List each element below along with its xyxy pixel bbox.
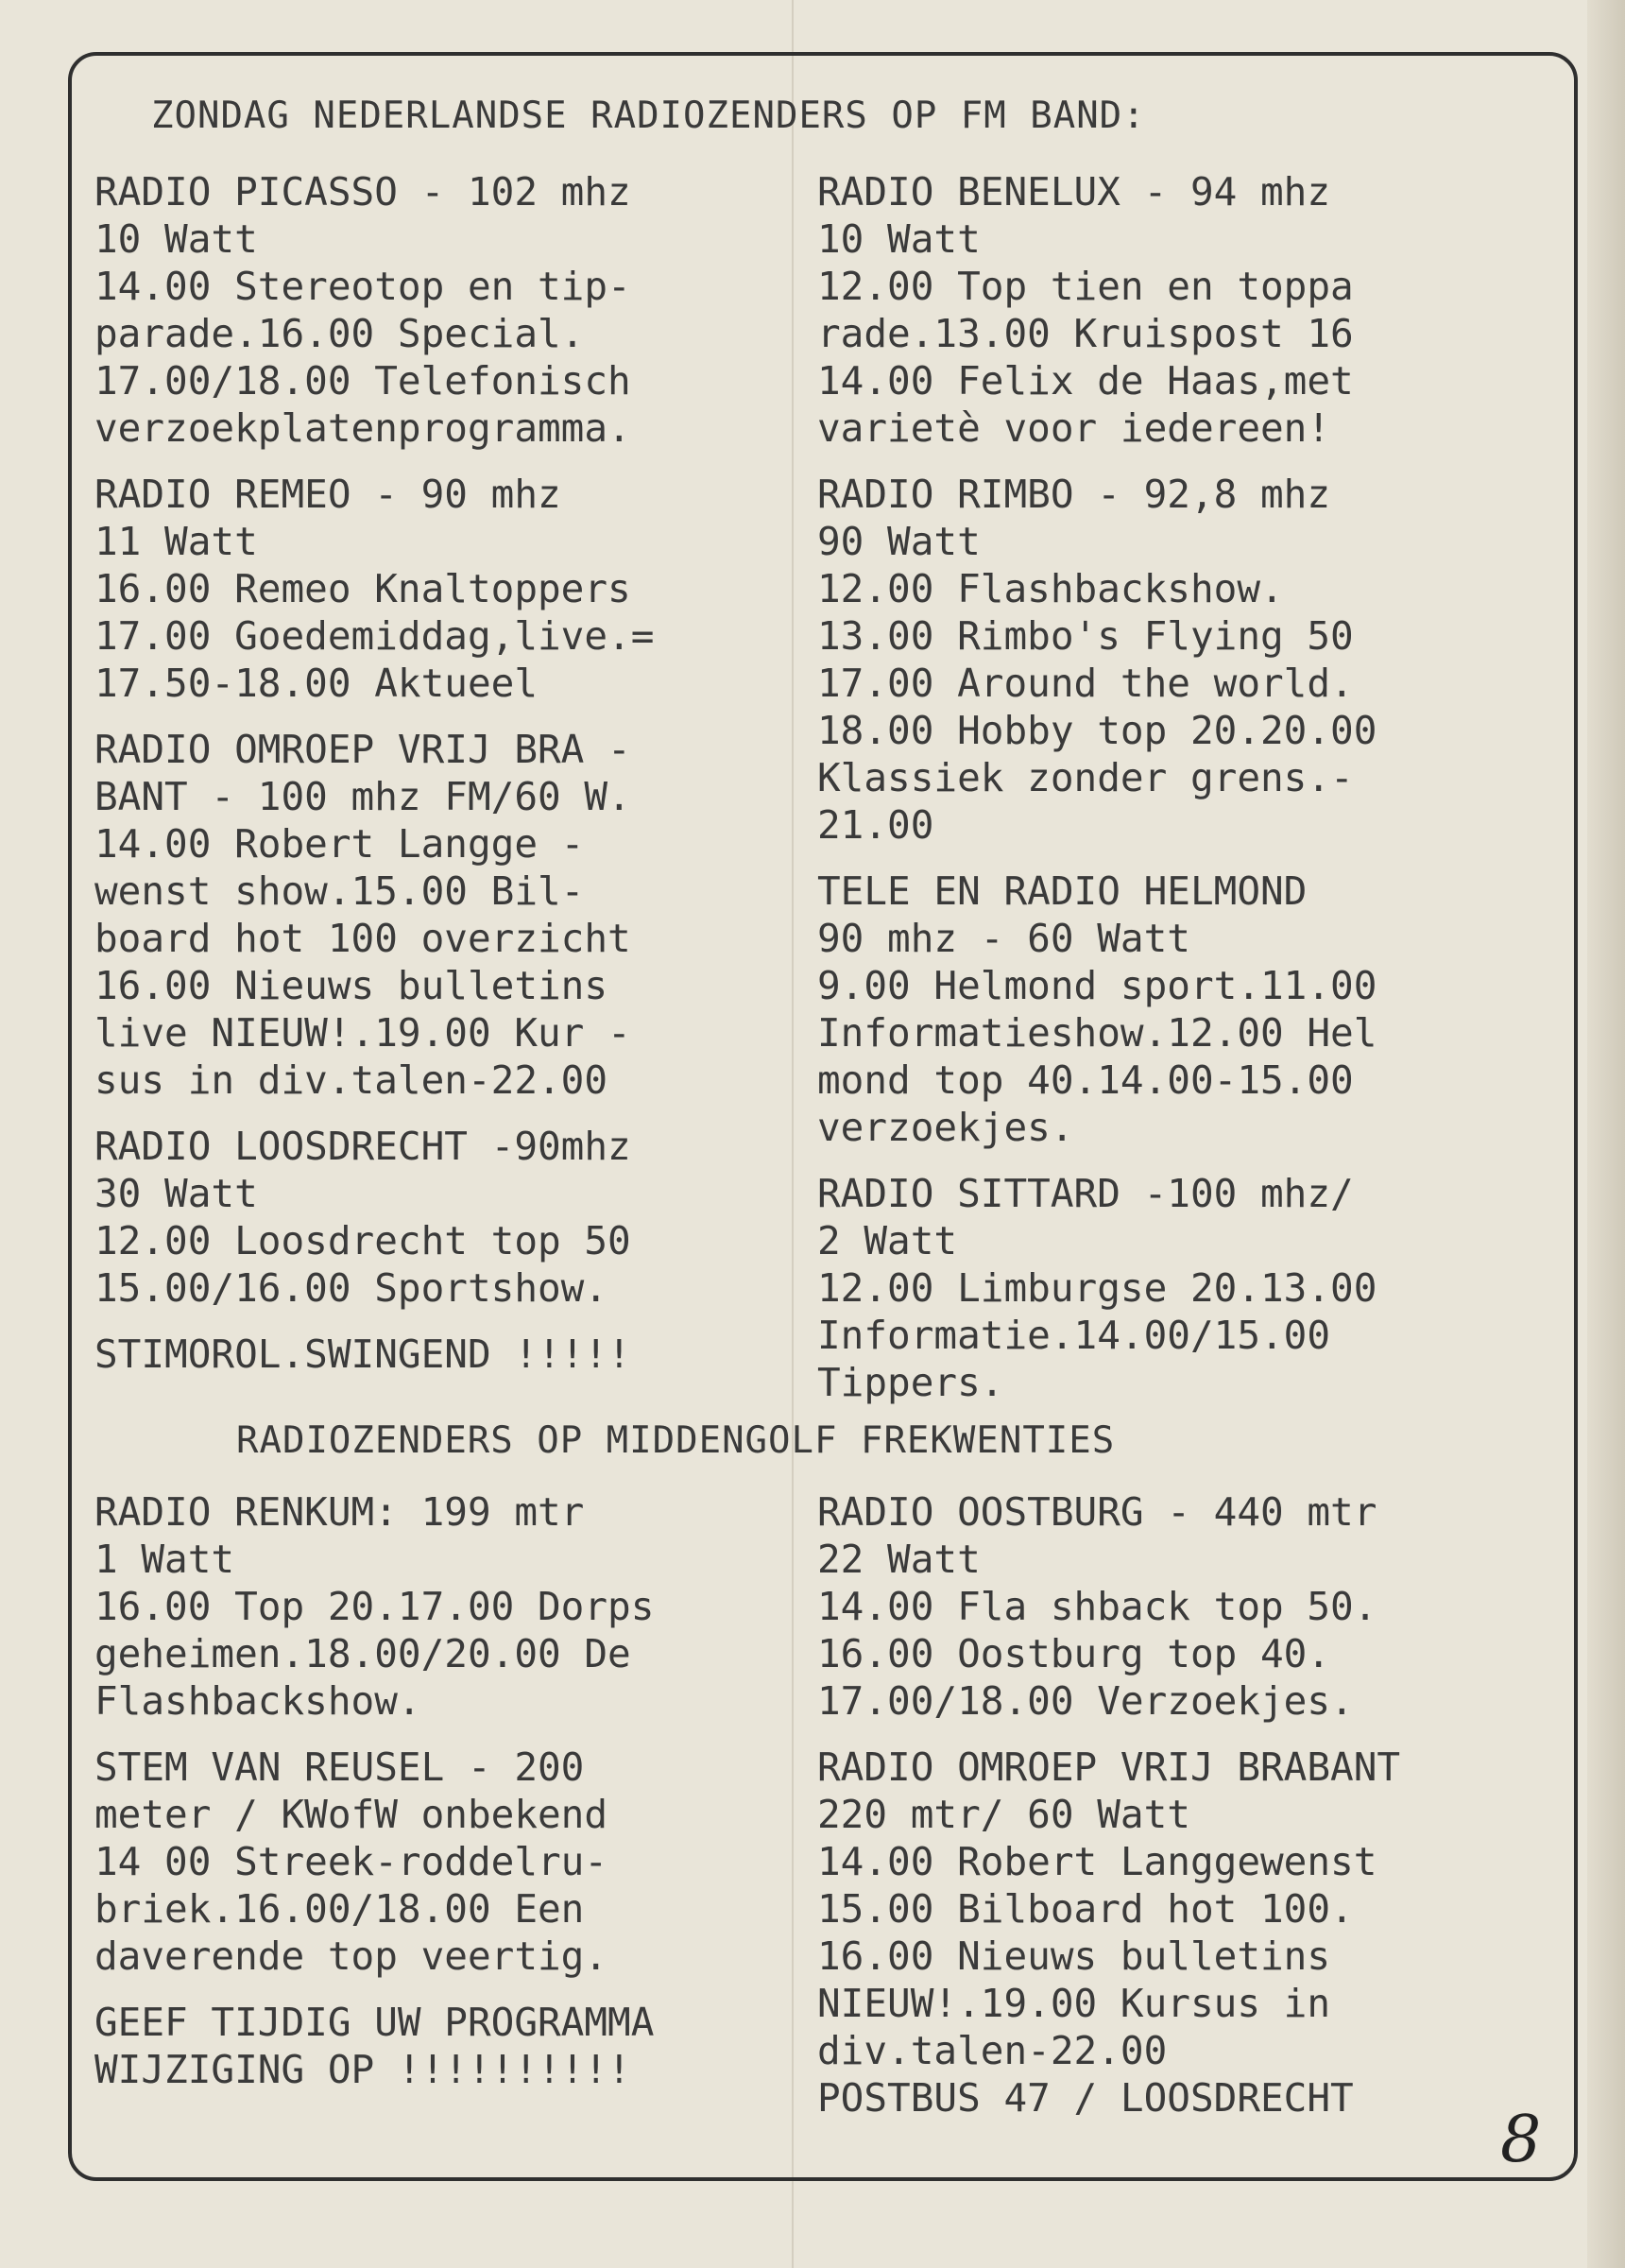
station-title: STEM VAN REUSEL - 200 [94, 1744, 585, 1790]
station-title: RADIO BENELUX - 94 mhz [817, 169, 1331, 215]
mw-left-column [94, 1488, 812, 2112]
listing-line: 16.00 Nieuws bulletins [817, 1933, 1331, 1979]
listing-line: 17.00/18.00 Telefonisch [94, 358, 631, 404]
mw-right-column [817, 1488, 1535, 2140]
listing-line: varietè voor iedereen! [817, 405, 1331, 451]
listing-line: 22 Watt [817, 1537, 981, 1582]
listing-line: 30 Watt [94, 1171, 258, 1216]
station-title: RADIO REMEO - 90 mhz [94, 472, 561, 517]
station-block [94, 1999, 812, 2093]
listing-line: 14.00 Fla shback top 50. [817, 1584, 1377, 1629]
station-title: RADIO RIMBO - 92,8 mhz [817, 472, 1331, 517]
listing-line: 12.00 Top tien en toppa [817, 264, 1354, 309]
listing-line: mond top 40.14.00-15.00 [817, 1057, 1354, 1103]
listing-line: briek.16.00/18.00 Een [94, 1886, 585, 1932]
listing-line: BANT - 100 mhz FM/60 W. [94, 774, 631, 819]
listing-line: Informatieshow.12.00 Hel [817, 1010, 1377, 1056]
listing-line: 220 mtr/ 60 Watt [817, 1792, 1190, 1837]
listing-line: rade.13.00 Kruispost 16 [817, 311, 1354, 356]
station-block [94, 471, 812, 707]
listing-line: verzoekjes. [817, 1105, 1074, 1150]
listing-line: geheimen.18.00/20.00 De [94, 1631, 631, 1676]
station-title: STIMOROL.SWINGEND !!!!! [94, 1332, 631, 1377]
station-title: RADIO OMROEP VRIJ BRABANT [817, 1744, 1401, 1790]
listing-line: board hot 100 overzicht [94, 916, 631, 961]
station-block [817, 168, 1535, 452]
station-block [817, 868, 1535, 1151]
listing-line: NIEUW!.19.00 Kursus in [817, 1981, 1331, 2026]
listing-line: POSTBUS 47 / LOOSDRECHT [817, 2075, 1354, 2121]
listing-line: 15.00/16.00 Sportshow. [94, 1265, 608, 1311]
listing-line: 13.00 Rimbo's Flying 50 [817, 613, 1354, 659]
listing-line: Flashbackshow. [94, 1678, 421, 1724]
station-title: GEEF TIJDIG UW PROGRAMMA [94, 2000, 655, 2045]
listing-line: 90 Watt [817, 519, 981, 564]
listing-line: 11 Watt [94, 519, 258, 564]
fm-left-column [94, 168, 812, 1397]
listing-line: 10 Watt [94, 216, 258, 262]
listing-line: meter / KWofW onbekend [94, 1792, 608, 1837]
listing-line: 14.00 Felix de Haas,met [817, 358, 1354, 404]
mw-heading: RADIOZENDERS OP MIDDENGOLF FREKWENTIES [236, 1419, 1116, 1462]
listing-line: parade.16.00 Special. [94, 311, 585, 356]
listing-line: 17.00 Around the world. [817, 661, 1354, 706]
listing-line: 12.00 Flashbackshow. [817, 566, 1284, 611]
station-block [94, 1488, 812, 1725]
fm-band-heading: ZONDAG NEDERLANDSE RADIOZENDERS OP FM BAND: [151, 94, 1146, 137]
listing-line: 14.00 Robert Langge - [94, 821, 585, 867]
station-title: RADIO LOOSDRECHT -90mhz [94, 1124, 631, 1169]
listing-line: verzoekplatenprogramma. [94, 405, 631, 451]
listing-line: 14 00 Streek-roddelru- [94, 1839, 608, 1884]
station-title: RADIO OMROEP VRIJ BRA - [94, 727, 631, 772]
listing-line: 12.00 Limburgse 20.13.00 [817, 1265, 1377, 1311]
listing-line: 1 Watt [94, 1537, 235, 1582]
listing-line: 15.00 Bilboard hot 100. [817, 1886, 1354, 1932]
listing-line: 90 mhz - 60 Watt [817, 916, 1190, 961]
listing-line: Informatie.14.00/15.00 [817, 1313, 1331, 1358]
listing-line: 18.00 Hobby top 20.20.00 [817, 708, 1377, 753]
listing-line: Tippers. [817, 1360, 1004, 1405]
station-block [94, 1123, 812, 1312]
listing-line: Klassiek zonder grens.- [817, 755, 1354, 800]
station-block [94, 726, 812, 1104]
listing-line: live NIEUW!.19.00 Kur - [94, 1010, 631, 1056]
listing-line: 17.00 Goedemiddag,live.= [94, 613, 655, 659]
listing-line: 14.00 Robert Langgewenst [817, 1839, 1377, 1884]
listing-line: wenst show.15.00 Bil- [94, 868, 585, 914]
station-block [817, 1744, 1535, 2122]
station-title: RADIO SITTARD -100 mhz/ [817, 1171, 1354, 1216]
paper-edge [1587, 0, 1625, 2268]
listing-line: 14.00 Stereotop en tip- [94, 264, 631, 309]
station-block [817, 471, 1535, 849]
listing-line: 9.00 Helmond sport.11.00 [817, 963, 1377, 1008]
station-block [94, 1331, 812, 1378]
listing-line: 21.00 [817, 802, 934, 848]
listing-line: sus in div.talen-22.00 [94, 1057, 608, 1103]
station-title: TELE EN RADIO HELMOND [817, 868, 1308, 914]
listing-line: WIJZIGING OP !!!!!!!!!! [94, 2047, 631, 2092]
station-title: RADIO OOSTBURG - 440 mtr [817, 1489, 1377, 1535]
listing-line: 17.00/18.00 Verzoekjes. [817, 1678, 1354, 1724]
listing-line: 16.00 Remeo Knaltoppers [94, 566, 631, 611]
station-block [817, 1170, 1535, 1406]
listing-line: 17.50-18.00 Aktueel [94, 661, 538, 706]
listing-line: 2 Watt [817, 1218, 958, 1263]
listing-line: 16.00 Nieuws bulletins [94, 963, 608, 1008]
page-number: 8 [1500, 2103, 1542, 2177]
listing-line: daverende top veertig. [94, 1933, 608, 1979]
station-block [94, 1744, 812, 1980]
station-block [817, 1488, 1535, 1725]
listing-line: 16.00 Top 20.17.00 Dorps [94, 1584, 655, 1629]
station-block [94, 168, 812, 452]
station-title: RADIO PICASSO - 102 mhz [94, 169, 631, 215]
station-title: RADIO RENKUM: 199 mtr [94, 1489, 585, 1535]
listing-line: div.talen-22.00 [817, 2028, 1168, 2073]
listing-line: 12.00 Loosdrecht top 50 [94, 1218, 631, 1263]
listing-line: 16.00 Oostburg top 40. [817, 1631, 1331, 1676]
listing-line: 10 Watt [817, 216, 981, 262]
fm-right-column [817, 168, 1535, 1425]
